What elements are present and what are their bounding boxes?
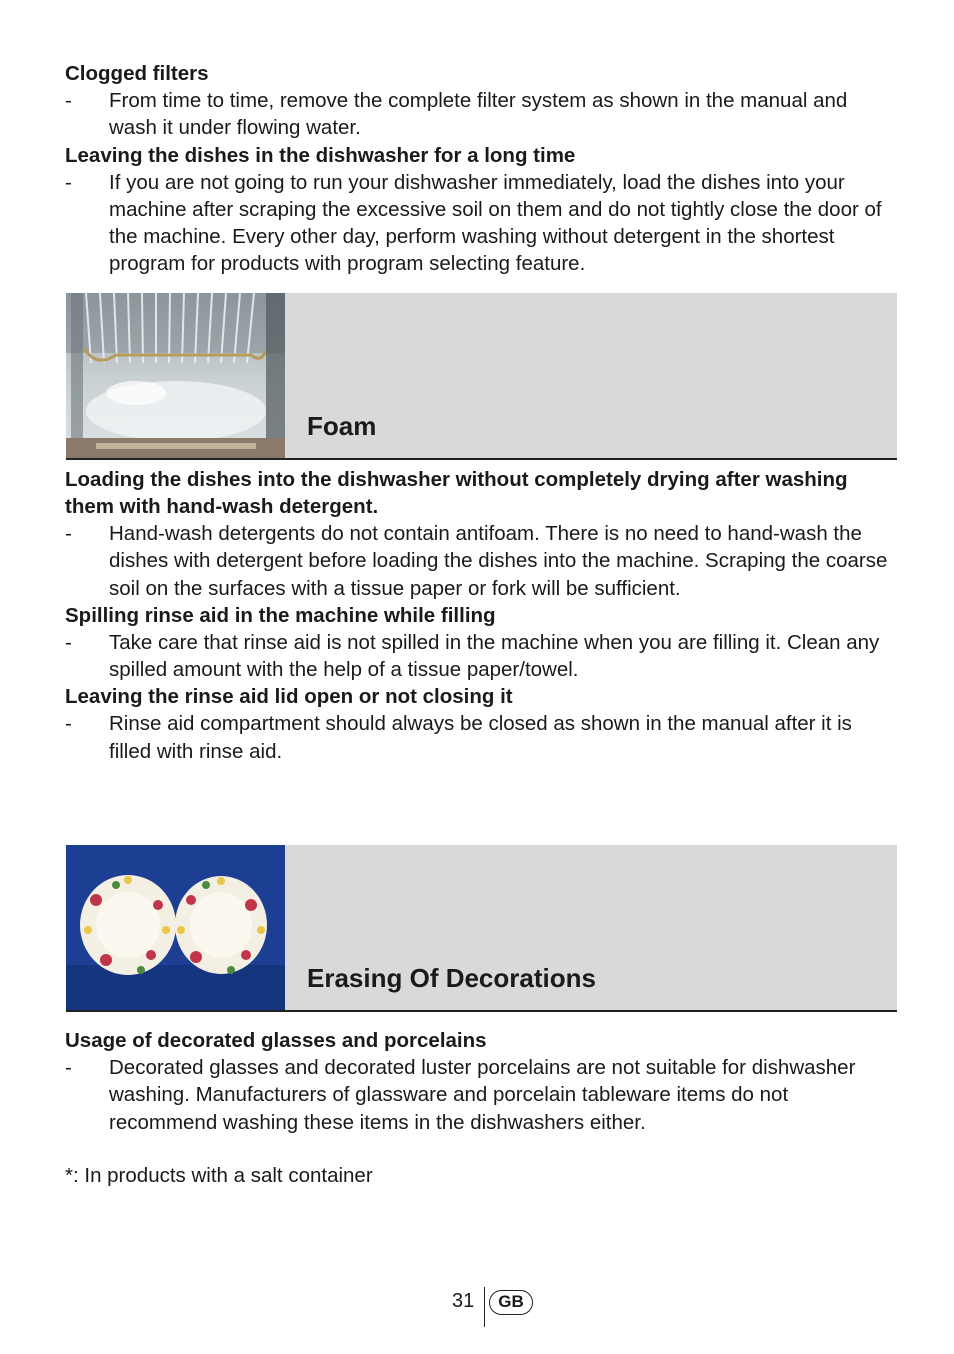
- section-title-foam: Foam: [307, 411, 377, 441]
- list-item: - Decorated glasses and decorated luster porcelains are not suitable for dishwasher washing. Manufacturers of glassware and porcelain tableware items do not recommend washing these items in the dishwashers either.: [65, 1056, 856, 1134]
- list-item: - Hand-wash detergents do not contain antifoam. There is no need to hand-wash the dishes with detergent before loading the dishes into the machine. Scraping the coarse soil on the surfaces with a tissue paper or fork will be sufficient.: [65, 522, 888, 600]
- language-badge: GB: [489, 1290, 533, 1315]
- section-clogged-filters: [65, 60, 895, 278]
- list-item: - If you are not going to run your dishwasher immediately, load the dishes into your machine after scraping the excessive soil on them and do not tightly close the door of the machine. Every other day, perform washing without detergent in the shortest program for products with program selecting feature.: [65, 170, 882, 276]
- section-title-decorations: Erasing Of Decorations: [307, 963, 596, 993]
- foam-banner: [66, 293, 897, 460]
- heading-rinse-aid-lid: Leaving the rinse aid lid open or not closing it: [65, 685, 513, 709]
- dishwasher-interior-image: [66, 293, 285, 458]
- footnote: *: In products with a salt container: [65, 1164, 373, 1187]
- heading-leaving-dishes: Leaving the dishes in the dishwasher for a long time: [65, 143, 576, 167]
- heading-clogged-filters: Clogged filters: [65, 62, 209, 85]
- decorations-banner: [66, 845, 897, 1012]
- section-foam: [65, 466, 895, 765]
- heading-hand-wash: Loading the dishes into the dishwasher without completely drying after washing them with hand-wash detergent.: [65, 468, 848, 518]
- list-item: - Rinse aid compartment should always be closed as shown in the manual after it is filled with rinse aid.: [65, 712, 852, 763]
- list-item: - From time to time, remove the complete filter system as shown in the manual and wash it under flowing water.: [65, 89, 848, 140]
- heading-spilling-rinse-aid: Spilling rinse aid in the machine while filling: [65, 603, 496, 627]
- decorated-plates-image: [66, 845, 285, 1010]
- heading-decorated-glasses: Usage of decorated glasses and porcelains: [65, 1029, 487, 1052]
- footer-divider: [484, 1287, 485, 1327]
- list-item: - Take care that rinse aid is not spilled in the machine when you are filling it. Clean any spilled amount with the help of a tissue paper/towel.: [65, 630, 880, 682]
- section-decorations: [65, 1027, 895, 1136]
- page-number: 31: [452, 1290, 475, 1312]
